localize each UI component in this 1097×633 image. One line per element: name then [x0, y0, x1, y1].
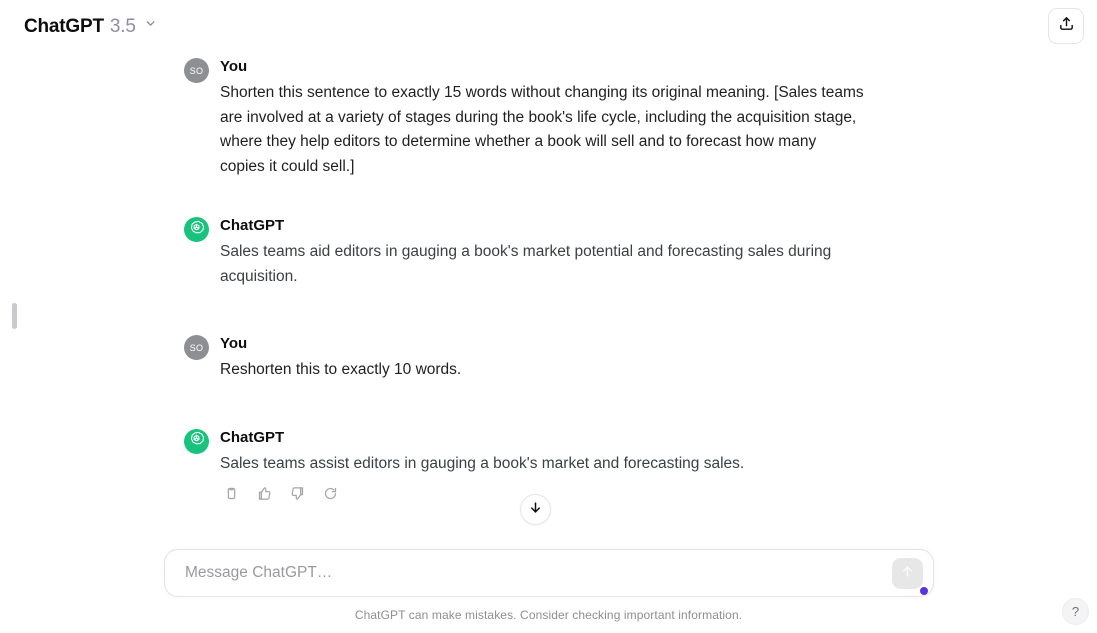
avatar-initials: SO: [189, 342, 204, 353]
message-text: Sales teams aid editors in gauging a book's market potential and forecasting sales during acquisition.: [220, 243, 832, 285]
message-text: Reshorten this to exactly 10 words.: [220, 361, 462, 378]
openai-logo-icon: [188, 430, 205, 452]
message-input[interactable]: [183, 558, 873, 588]
message-text: Shorten this sentence to exactly 15 words without changing its original meaning. [Sales teams are involved at a variety of stages during the book's life cycle, including the acquisition stage, where they help editors to determine whether a book will sell and to forecast how many copies it could sell.]: [220, 84, 864, 175]
question-mark-icon: ?: [1071, 604, 1080, 619]
thumbs-up-button[interactable]: [253, 485, 275, 507]
top-bar: [0, 0, 1097, 52]
model-selector[interactable]: [22, 13, 165, 40]
help-button[interactable]: [1062, 598, 1089, 625]
arrow-down-icon: [528, 500, 543, 520]
disclaimer-text: ChatGPT can make mistakes. Consider checking important information.: [354, 608, 743, 622]
chevron-down-icon: [144, 17, 157, 30]
status-indicator-dot: [920, 587, 928, 595]
thumbs-up-icon: [257, 486, 272, 506]
regenerate-button[interactable]: [319, 485, 341, 507]
avatar-initials: SO: [189, 65, 204, 76]
composer-box[interactable]: [164, 549, 934, 597]
avatar: [184, 335, 209, 360]
scroll-to-bottom-button[interactable]: [520, 494, 551, 525]
avatar: [184, 429, 209, 454]
avatar: [184, 217, 209, 242]
send-button[interactable]: [892, 558, 923, 589]
avatar: [184, 58, 209, 83]
model-name-label: ChatGPT: [24, 15, 104, 37]
composer: [164, 549, 934, 597]
arrow-up-icon: [900, 564, 915, 584]
message-author: You: [220, 335, 248, 352]
model-version-label: 3.5: [109, 15, 136, 37]
openai-logo-icon: [188, 219, 205, 241]
thumbs-down-button[interactable]: [286, 485, 308, 507]
message-author: You: [220, 58, 248, 75]
share-upload-icon: [1058, 15, 1075, 37]
message-author: ChatGPT: [220, 217, 285, 234]
message-user-2: [0, 335, 1097, 383]
message-text: Sales teams assist editors in gauging a book's market and forecasting sales.: [220, 454, 745, 472]
message-author: ChatGPT: [220, 428, 285, 446]
message-user-1: [0, 58, 1097, 179]
thumbs-down-icon: [290, 486, 305, 506]
refresh-icon: [323, 486, 338, 506]
message-assistant-1: [0, 217, 1097, 289]
copy-button[interactable]: [220, 485, 242, 507]
message-assistant-2: [0, 429, 1097, 477]
clipboard-icon: [224, 486, 239, 506]
conversation-thread: [0, 52, 1097, 535]
share-chat-button[interactable]: [1048, 8, 1084, 44]
